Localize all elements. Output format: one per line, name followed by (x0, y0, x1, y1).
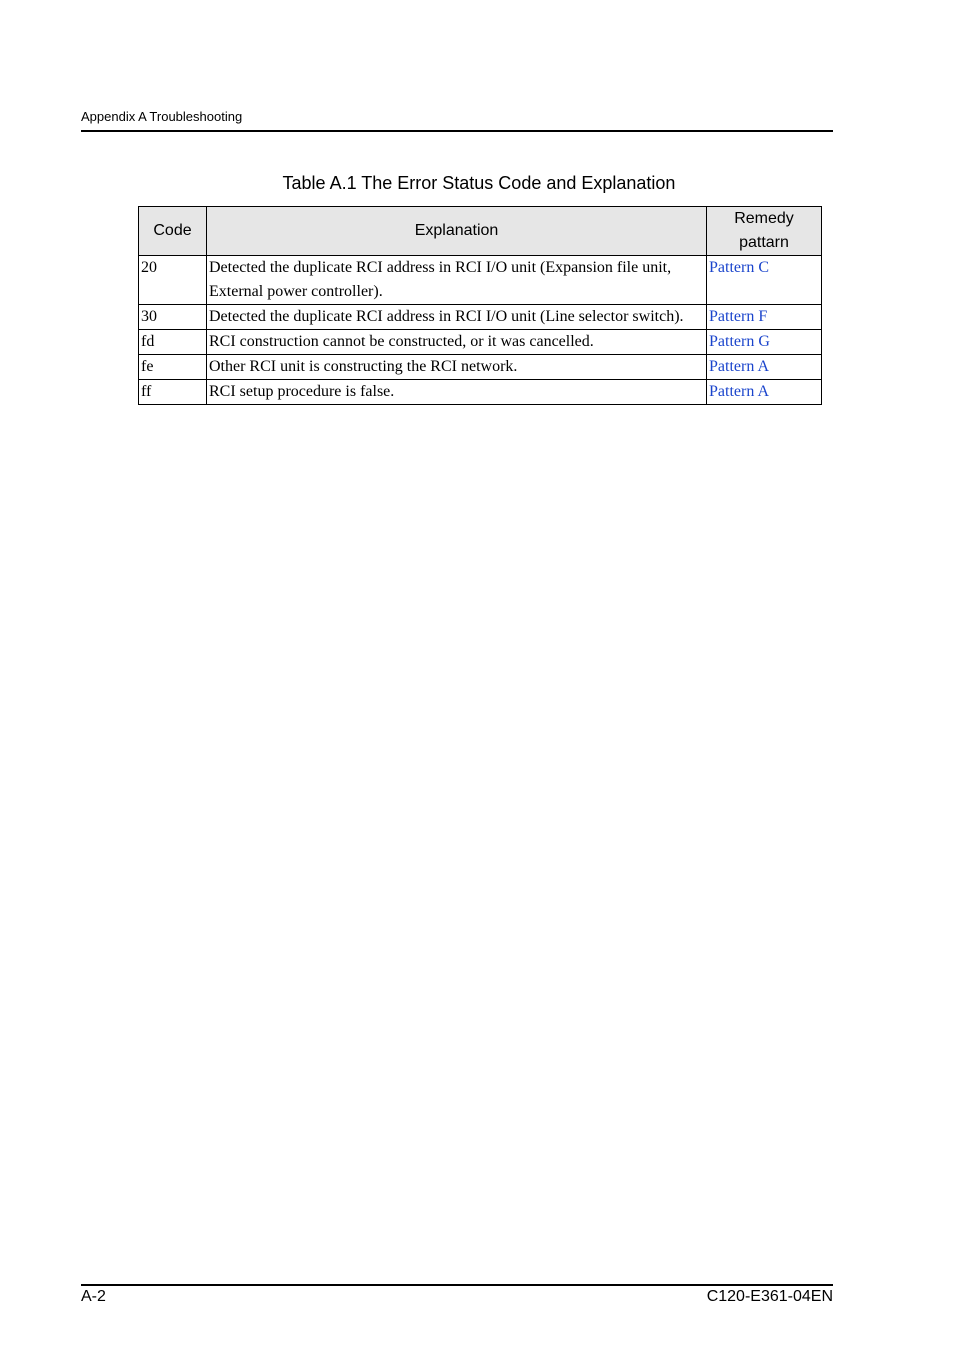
running-head: Appendix A Troubleshooting (81, 109, 243, 124)
document-code: C120-E361-04EN (706, 1288, 833, 1305)
code-cell: fe (139, 355, 207, 380)
explanation-cell: RCI construction cannot be constructed, or it was cancelled. (207, 330, 707, 355)
page-number: A-2 (81, 1288, 106, 1305)
error-status-table (138, 206, 822, 405)
code-cell: 30 (139, 305, 207, 330)
remedy-link[interactable]: Pattern F (707, 305, 822, 330)
explanation-cell: Detected the duplicate RCI address in RCI I/O unit (Expansion file unit, External power controller). (207, 256, 707, 305)
code-cell: 20 (139, 256, 207, 305)
table-row (139, 305, 822, 330)
column-header-explanation: Explanation (207, 207, 707, 256)
code-cell: fd (139, 330, 207, 355)
table-row (139, 330, 822, 355)
remedy-link[interactable]: Pattern G (707, 330, 822, 355)
explanation-cell: Other RCI unit is constructing the RCI network. (207, 355, 707, 380)
table-row (139, 380, 822, 405)
code-cell: ff (139, 380, 207, 405)
header-rule (81, 130, 833, 132)
table-header-row (139, 207, 822, 256)
column-header-remedy: Remedy pattarn (707, 207, 822, 256)
remedy-link[interactable]: Pattern A (707, 380, 822, 405)
column-header-code: Code (139, 207, 207, 256)
explanation-cell: Detected the duplicate RCI address in RCI I/O unit (Line selector switch). (207, 305, 707, 330)
table-row (139, 256, 822, 305)
explanation-cell: RCI setup procedure is false. (207, 380, 707, 405)
remedy-link[interactable]: Pattern C (707, 256, 822, 305)
remedy-link[interactable]: Pattern A (707, 355, 822, 380)
table-caption: Table A.1 The Error Status Code and Explanation (282, 173, 676, 193)
table-row (139, 355, 822, 380)
